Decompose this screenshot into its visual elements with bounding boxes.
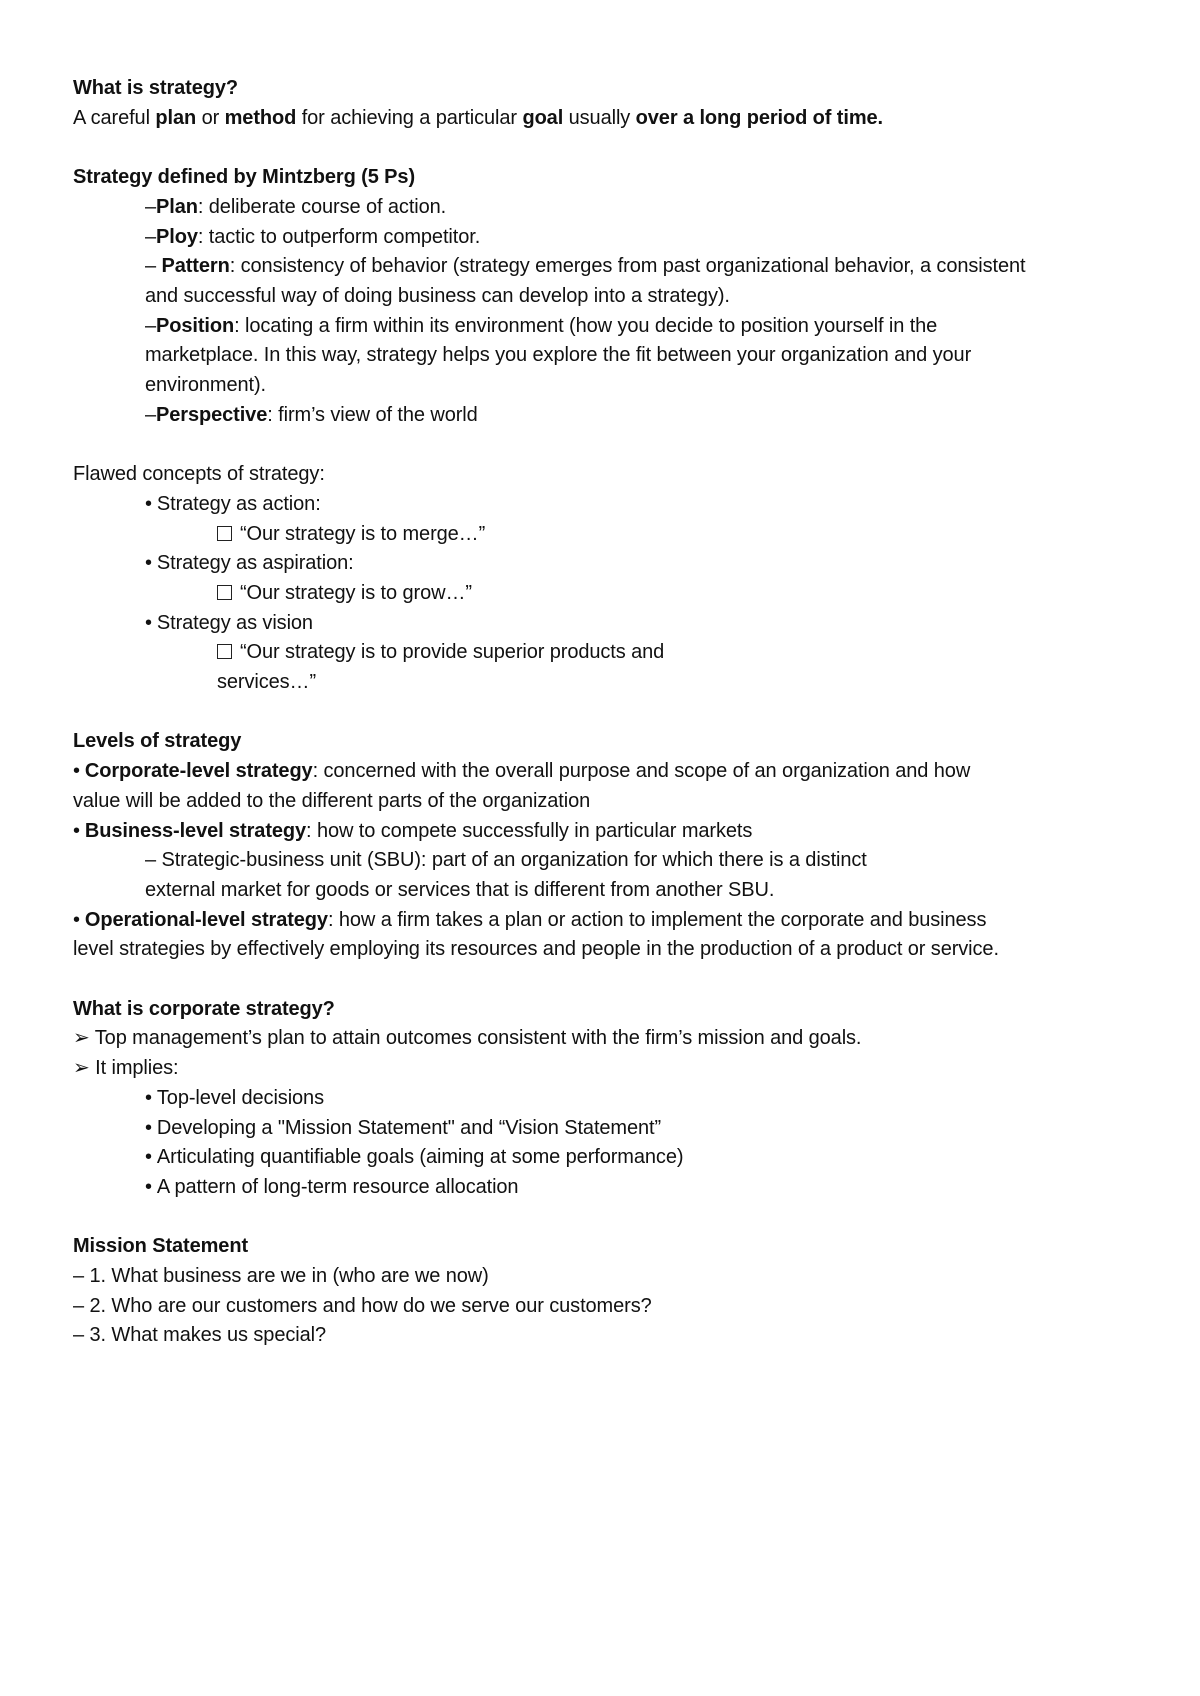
flawed-item bbox=[73, 549, 1130, 579]
implies-text: Articulating quantifiable goals (aiming at some performance) bbox=[156, 1146, 684, 1169]
bullet: • bbox=[73, 760, 80, 783]
bullet: • bbox=[145, 1146, 152, 1169]
mintzberg-item-ploy bbox=[73, 223, 1130, 253]
implies-item bbox=[73, 1143, 1130, 1173]
level-corporate bbox=[73, 757, 1130, 787]
definition-text: or bbox=[196, 106, 225, 129]
level-corporate-cont: value will be added to the different parts of the organization bbox=[73, 789, 591, 812]
term: Corporate-level strategy bbox=[84, 760, 313, 783]
level-business bbox=[73, 817, 1130, 847]
flawed-quote-cont: services…” bbox=[217, 671, 317, 694]
dash: – bbox=[145, 225, 157, 248]
dash: – bbox=[145, 403, 157, 426]
bullet: • bbox=[145, 611, 152, 634]
quote-text: “Our strategy is to provide superior products and bbox=[240, 641, 665, 664]
definition-bold-long-period: over a long period of time. bbox=[635, 106, 883, 129]
heading-what-is-strategy: What is strategy? bbox=[73, 77, 238, 99]
corporate-point bbox=[73, 1024, 1130, 1054]
spacer bbox=[73, 1203, 1130, 1233]
spacer bbox=[73, 133, 1130, 163]
checkbox-icon bbox=[217, 644, 232, 659]
term-text: : consistency of behavior (strategy emerges from past organizational behavior, a consistent bbox=[229, 255, 1026, 278]
mintzberg-item-plan bbox=[73, 193, 1130, 223]
point-text: Top management’s plan to attain outcomes consistent with the firm’s mission and goals. bbox=[89, 1027, 862, 1050]
definition-text: usually bbox=[563, 106, 636, 129]
implies-text: Top-level decisions bbox=[156, 1086, 324, 1109]
heading-flawed-concepts: Flawed concepts of strategy: bbox=[73, 463, 325, 486]
corporate-point bbox=[73, 1054, 1130, 1084]
mintzberg-item-pattern-cont: and successful way of doing business can develop into a strategy). bbox=[145, 284, 730, 307]
implies-item bbox=[73, 1114, 1130, 1144]
mission-item: – 1. What business are we in (who are we now) bbox=[73, 1265, 489, 1288]
arrow-icon: ➢ bbox=[73, 1057, 90, 1080]
definition-text: A careful bbox=[73, 106, 156, 129]
mission-item: – 2. Who are our customers and how do we serve our customers? bbox=[73, 1294, 652, 1317]
mintzberg-item-perspective bbox=[73, 401, 1130, 431]
definition-bold-method: method bbox=[224, 106, 297, 129]
arrow-icon: ➢ bbox=[73, 1027, 90, 1050]
mintzberg-item-position bbox=[73, 312, 1130, 342]
term: Ploy bbox=[156, 225, 198, 248]
heading-mintzberg: Strategy defined by Mintzberg (5 Ps) bbox=[73, 166, 416, 189]
flawed-label: Strategy as action: bbox=[156, 492, 321, 515]
bullet: • bbox=[145, 492, 152, 515]
level-business-sub-cont: external market for goods or services that is different from another SBU. bbox=[145, 878, 775, 901]
definition-text: for achieving a particular bbox=[296, 106, 523, 129]
bullet: • bbox=[73, 908, 80, 931]
term: Business-level strategy bbox=[84, 819, 307, 842]
implies-text: Developing a "Mission Statement" and “Vision Statement” bbox=[156, 1116, 662, 1139]
flawed-quote bbox=[73, 638, 1130, 668]
term-text: : how a firm takes a plan or action to implement the corporate and business bbox=[327, 908, 987, 931]
flawed-label: Strategy as aspiration: bbox=[156, 552, 354, 575]
flawed-item bbox=[73, 609, 1130, 639]
bullet: • bbox=[145, 552, 152, 575]
strategy-definition bbox=[73, 104, 1130, 134]
flawed-quote bbox=[73, 579, 1130, 609]
dash: – bbox=[145, 255, 162, 278]
implies-item bbox=[73, 1173, 1130, 1203]
mintzberg-item-pattern bbox=[73, 252, 1130, 282]
term: Operational-level strategy bbox=[84, 908, 328, 931]
bullet: • bbox=[145, 1116, 152, 1139]
bullet: • bbox=[73, 819, 80, 842]
heading-corporate-strategy: What is corporate strategy? bbox=[73, 997, 335, 1020]
spacer bbox=[73, 430, 1130, 460]
term-text: : concerned with the overall purpose and scope of an organization and how bbox=[312, 760, 971, 783]
point-text: It implies: bbox=[89, 1057, 179, 1080]
mintzberg-item-position-cont2: environment). bbox=[145, 374, 266, 397]
mintzberg-item-position-cont: marketplace. In this way, strategy helps you explore the fit between your organization and your bbox=[145, 344, 972, 367]
term-text: : how to compete successfully in particular markets bbox=[306, 819, 753, 842]
flawed-quote bbox=[73, 520, 1130, 550]
definition-bold-plan: plan bbox=[155, 106, 197, 129]
term-text: : firm’s view of the world bbox=[267, 403, 478, 426]
dash: – bbox=[145, 314, 157, 337]
mission-item: – 3. What makes us special? bbox=[73, 1324, 326, 1347]
term: Plan bbox=[156, 195, 198, 218]
quote-text: “Our strategy is to grow…” bbox=[240, 581, 472, 604]
term: Position bbox=[156, 314, 235, 337]
quote-text: “Our strategy is to merge…” bbox=[240, 522, 486, 545]
checkbox-icon bbox=[217, 585, 232, 600]
flawed-label: Strategy as vision bbox=[156, 611, 313, 634]
term-text: : locating a firm within its environment (how you decide to position yourself in the bbox=[234, 314, 938, 337]
bullet: • bbox=[145, 1086, 152, 1109]
term-text: : deliberate course of action. bbox=[197, 195, 447, 218]
level-operational bbox=[73, 906, 1130, 936]
flawed-item bbox=[73, 490, 1130, 520]
term: Perspective bbox=[156, 403, 268, 426]
definition-bold-goal: goal bbox=[522, 106, 564, 129]
dash: – bbox=[145, 195, 157, 218]
checkbox-icon bbox=[217, 526, 232, 541]
term-text: : tactic to outperform competitor. bbox=[197, 225, 481, 248]
heading-levels: Levels of strategy bbox=[73, 730, 242, 753]
level-operational-cont: level strategies by effectively employing its resources and people in the production of a product or service. bbox=[73, 938, 999, 961]
level-business-sub: – Strategic-business unit (SBU): part of an organization for which there is a distinct bbox=[145, 849, 867, 872]
heading-mission-statement: Mission Statement bbox=[73, 1235, 248, 1258]
term: Pattern bbox=[161, 255, 230, 278]
spacer bbox=[73, 698, 1130, 728]
bullet: • bbox=[145, 1175, 152, 1198]
implies-text: A pattern of long-term resource allocation bbox=[156, 1175, 519, 1198]
implies-item bbox=[73, 1084, 1130, 1114]
spacer bbox=[73, 965, 1130, 995]
